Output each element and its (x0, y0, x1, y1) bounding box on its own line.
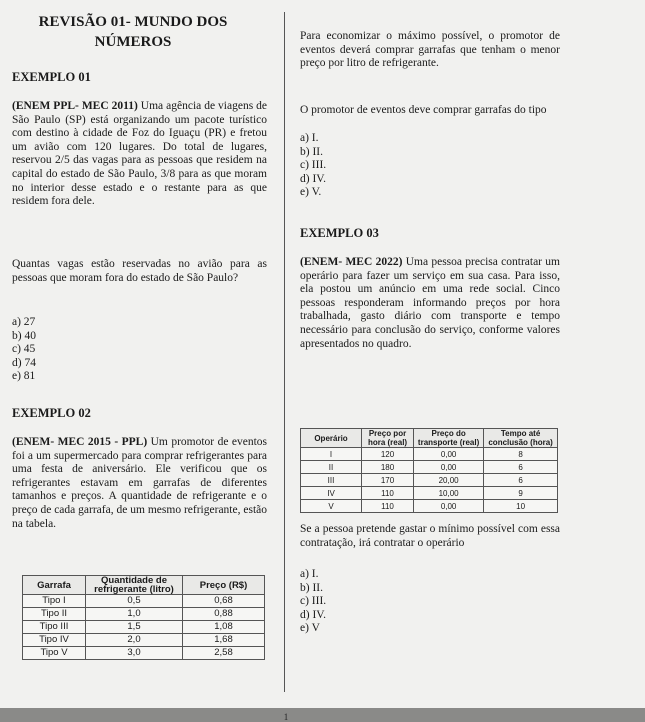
example-02-options (300, 132, 560, 200)
bottle-price-table (22, 575, 265, 660)
example-03-statement (300, 256, 560, 351)
example-03-text: Uma pessoa precisa contratar um operário para fazer um serviço em sua casa. Para isso, ela postou um anúncio em uma rede social. Cinco pessoas responderam informando preços por hora trabalhada, gasto diário com transporte e tempo necessário para conclusão do serviço, conforme valores apresentados no quadro. (300, 256, 560, 350)
example-01-question-text: Quantas vagas estão reservadas no avião para as pessoas que moram fora do estado de São Paulo? (12, 258, 267, 284)
table-cell: 0,68 (183, 595, 265, 608)
table-row (23, 621, 265, 634)
table-cell: 1,0 (86, 608, 183, 621)
table-row (23, 608, 265, 621)
example-01-options (12, 316, 267, 384)
table-header: Garrafa (23, 576, 86, 595)
table-cell: 2,0 (86, 634, 183, 647)
table-cell: Tipo III (23, 621, 86, 634)
table-row (301, 448, 558, 461)
example-02-question-text: O promotor de eventos deve comprar garrafas do tipo (300, 104, 547, 116)
option-a[interactable]: a) I. (300, 568, 319, 580)
table-row (23, 595, 265, 608)
table-row (23, 634, 265, 647)
table-cell: 8 (484, 448, 558, 461)
table-cell: Tipo I (23, 595, 86, 608)
example-03-options (300, 568, 560, 636)
table-cell: 0,00 (414, 500, 484, 513)
page-number: 1 (283, 712, 289, 722)
table-header-row (301, 429, 558, 448)
option-e[interactable]: e) V. (300, 186, 322, 199)
table-cell: 20,00 (414, 474, 484, 487)
table-cell: 180 (362, 461, 414, 474)
page-footer-bar (0, 708, 645, 722)
table-cell: 10 (484, 500, 558, 513)
table-header: Preço por hora (real) (362, 429, 414, 448)
table-cell: V (301, 500, 362, 513)
table-header: Operário (301, 429, 362, 448)
example-01-source: (ENEM PPL- MEC 2011) (12, 100, 138, 112)
table-header-row (23, 576, 265, 595)
example-01-text: Uma agência de viagens de São Paulo (SP) está organizando um pacote turístico com destino à cidade de Foz do Iguaçu (PR) e fretou um avião com 120 lugares. Do total de lugares, reservou 2/5 das vagas para as pessoas que residem na capital do estado de São Paulo, 3/8 para as que moram no interior desse estado e o restante para as que residem fora dele. (12, 100, 267, 208)
table-cell: 9 (484, 487, 558, 500)
option-c[interactable]: c) 45 (12, 343, 36, 356)
option-a[interactable]: a) 27 (12, 316, 36, 328)
table-cell: 2,58 (183, 647, 265, 660)
table-cell: 170 (362, 474, 414, 487)
table-cell: IV (301, 487, 362, 500)
table-row (301, 474, 558, 487)
option-a[interactable]: a) I. (300, 132, 319, 144)
option-b[interactable]: b) II. (300, 145, 323, 158)
worker-quote-table (300, 428, 558, 513)
table-row (23, 647, 265, 660)
table-row (301, 487, 558, 500)
example-02-source: (ENEM- MEC 2015 - PPL) (12, 436, 148, 448)
example-02-text: Um promotor de eventos foi a um supermercado para comprar refrigerantes para uma festa de aniversário. Ele verificou que os refrigerantes estavam em garrafas de diferentes tamanhos e preços. A quantidade de refrigerante e o preço de cada garrafa, de um mesmo refrigerante, estão na tabela. (12, 436, 267, 530)
table-cell: 110 (362, 500, 414, 513)
table-cell: III (301, 474, 362, 487)
example-02-continuation-text: Para economizar o máximo possível, o promotor de eventos deverá comprar garrafas que tenham o menor preço por litro de refrigerante. (300, 30, 560, 70)
table-header: Preço (R$) (183, 576, 265, 595)
table-cell: 10,00 (414, 487, 484, 500)
table-header: Quantidade de refrigerante (litro) (86, 576, 183, 595)
table-cell: Tipo V (23, 647, 86, 660)
example-02-heading: EXEMPLO 02 (12, 406, 91, 420)
table-cell: Tipo II (23, 608, 86, 621)
table-cell: 6 (484, 461, 558, 474)
table-row (301, 500, 558, 513)
option-b[interactable]: b) II. (300, 581, 323, 594)
table-row (301, 461, 558, 474)
table-cell: II (301, 461, 362, 474)
option-e[interactable]: e) 81 (12, 370, 36, 383)
example-03-heading: EXEMPLO 03 (300, 226, 379, 240)
table-cell: 1,08 (183, 621, 265, 634)
option-c[interactable]: c) III. (300, 595, 327, 608)
table-cell: 120 (362, 448, 414, 461)
table-cell: 3,0 (86, 647, 183, 660)
option-e[interactable]: e) V (300, 622, 320, 635)
example-02-statement (12, 436, 267, 531)
column-divider (284, 12, 285, 692)
table-cell: 1,68 (183, 634, 265, 647)
table-cell: 0,00 (414, 448, 484, 461)
table-cell: 6 (484, 474, 558, 487)
option-b[interactable]: b) 40 (12, 329, 36, 342)
table-header: Preço do transporte (real) (414, 429, 484, 448)
option-c[interactable]: c) III. (300, 159, 327, 172)
option-d[interactable]: d) 74 (12, 356, 36, 369)
option-d[interactable]: d) IV. (300, 172, 326, 185)
example-01-heading: EXEMPLO 01 (12, 70, 91, 84)
table-cell: 0,88 (183, 608, 265, 621)
table-cell: 0,5 (86, 595, 183, 608)
example-01-statement (12, 100, 267, 209)
table-cell: 1,5 (86, 621, 183, 634)
example-03-source: (ENEM- MEC 2022) (300, 256, 403, 268)
example-01-question (12, 258, 267, 285)
table-header: Tempo até conclusão (hora) (484, 429, 558, 448)
table-cell: 110 (362, 487, 414, 500)
example-03-question-text: Se a pessoa pretende gastar o mínimo possível com essa contratação, irá contratar o operário (300, 523, 560, 549)
example-02-question (300, 104, 560, 118)
table-cell: 0,00 (414, 461, 484, 474)
option-d[interactable]: d) IV. (300, 608, 326, 621)
page-title: REVISÃO 01- MUNDO DOS NÚMEROS (38, 14, 228, 50)
table-cell: I (301, 448, 362, 461)
table-cell: Tipo IV (23, 634, 86, 647)
example-02-continuation (300, 30, 560, 71)
example-03-question (300, 523, 560, 550)
